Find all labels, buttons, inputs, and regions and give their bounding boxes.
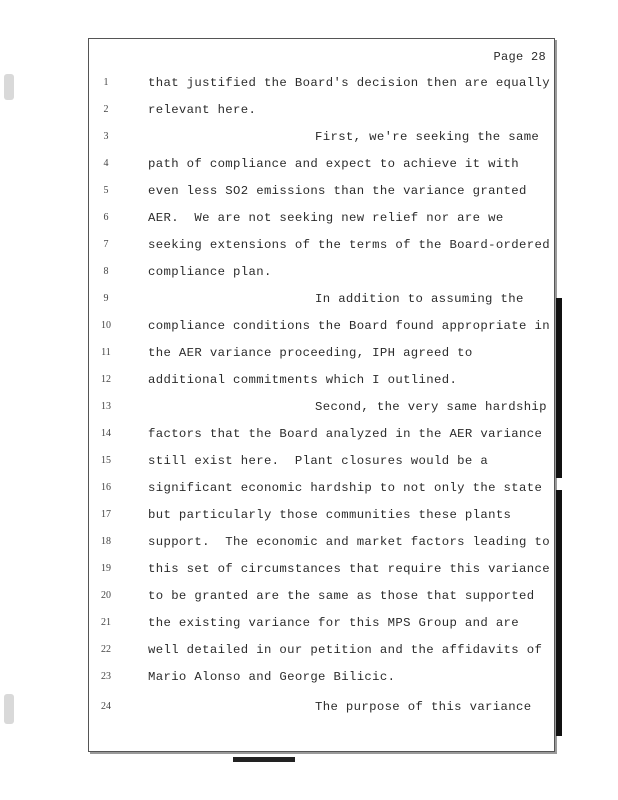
line-text: to be granted are the same as those that supported [148, 589, 535, 603]
transcript-line [0, 101, 618, 121]
line-number: 16 [101, 482, 111, 493]
line-number: 19 [101, 563, 111, 574]
transcript-line [0, 128, 618, 148]
transcript-line [0, 74, 618, 94]
line-number: 22 [101, 644, 111, 655]
transcript-line [0, 263, 618, 283]
transcript-line [0, 506, 618, 526]
line-text: Second, the very same hardship [315, 400, 547, 414]
transcript-line [0, 290, 618, 310]
transcript-line [0, 398, 618, 418]
line-text: factors that the Board analyzed in the AER variance [148, 427, 543, 441]
line-number: 20 [101, 590, 111, 601]
line-number: 11 [101, 347, 111, 358]
line-text: AER. We are not seeking new relief nor are we [148, 211, 504, 225]
transcript-line [0, 698, 618, 718]
line-text: relevant here. [148, 103, 257, 117]
line-text: path of compliance and expect to achieve it with [148, 157, 520, 171]
line-text: The purpose of this variance [315, 700, 532, 714]
line-text: seeking extensions of the terms of the Board-ordered [148, 238, 550, 252]
transcript-line [0, 614, 618, 634]
line-text: that justified the Board's decision then are equally [148, 76, 550, 90]
line-text: even less SO2 emissions than the variance granted [148, 184, 527, 198]
line-text: but particularly those communities these plants [148, 508, 512, 522]
transcript-line [0, 425, 618, 445]
line-number: 7 [103, 239, 109, 250]
transcript-line [0, 479, 618, 499]
transcript-line [0, 209, 618, 229]
line-text: the existing variance for this MPS Group and are [148, 616, 520, 630]
line-text: compliance conditions the Board found appropriate in [148, 319, 550, 333]
transcript-line [0, 641, 618, 661]
transcript-line [0, 668, 618, 688]
line-number: 6 [103, 212, 109, 223]
line-text: still exist here. Plant closures would be a [148, 454, 489, 468]
line-text: In addition to assuming the [315, 292, 524, 306]
line-text: support. The economic and market factors leading to [148, 535, 550, 549]
transcript-line [0, 344, 618, 364]
transcript-line [0, 560, 618, 580]
line-text: compliance plan. [148, 265, 272, 279]
line-number: 12 [101, 374, 111, 385]
page-number: Page 28 [493, 50, 546, 64]
transcript-line [0, 533, 618, 553]
line-text: additional commitments which I outlined. [148, 373, 458, 387]
line-text: First, we're seeking the same [315, 130, 540, 144]
line-number: 2 [103, 104, 109, 115]
line-number: 23 [101, 671, 111, 682]
line-text: this set of circumstances that require this variance [148, 562, 550, 576]
line-number: 15 [101, 455, 111, 466]
line-number: 5 [103, 185, 109, 196]
line-number: 14 [101, 428, 111, 439]
line-number: 18 [101, 536, 111, 547]
line-number: 1 [103, 77, 109, 88]
line-number: 10 [101, 320, 111, 331]
line-number: 4 [103, 158, 109, 169]
line-number: 24 [101, 701, 111, 712]
transcript-line [0, 371, 618, 391]
line-number: 8 [103, 266, 109, 277]
line-number: 3 [103, 131, 109, 142]
transcript-line [0, 317, 618, 337]
transcript-line [0, 155, 618, 175]
line-number: 17 [101, 509, 111, 520]
transcript-line [0, 587, 618, 607]
line-number: 9 [103, 293, 109, 304]
line-text: Mario Alonso and George Bilicic. [148, 670, 396, 684]
line-number: 13 [101, 401, 111, 412]
line-number: 21 [101, 617, 111, 628]
transcript-line [0, 452, 618, 472]
page-bottom-tab [233, 757, 295, 762]
transcript-line [0, 182, 618, 202]
transcript-line [0, 236, 618, 256]
line-text: significant economic hardship to not only the state [148, 481, 543, 495]
page-edge-shadow-bottom [90, 752, 557, 754]
line-text: well detailed in our petition and the affidavits of [148, 643, 543, 657]
line-text: the AER variance proceeding, IPH agreed to [148, 346, 473, 360]
